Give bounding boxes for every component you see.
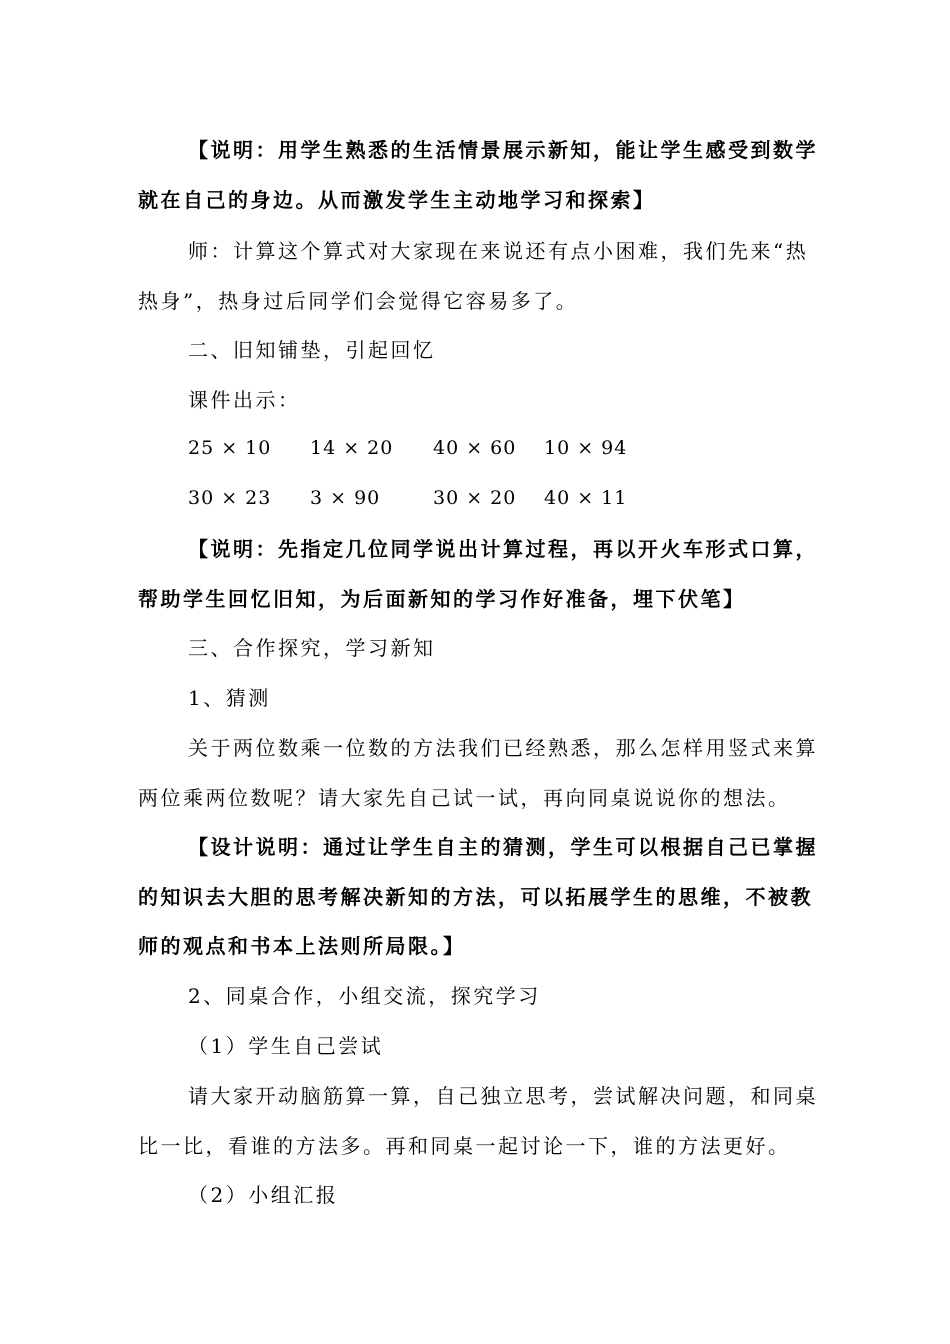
section3-heading: 三、合作探究，学习新知 <box>188 636 436 660</box>
step1-text-line1: 关于两位数乘一位数的方法我们已经熟悉，那么怎样用竖式来算 <box>188 736 818 760</box>
section2-heading: 二、旧知铺垫，引起回忆 <box>188 338 436 362</box>
step1-text-line2: 两位乘两位数呢？请大家先自己试一试，再向同桌说说你的想法。 <box>138 786 791 810</box>
note3-line2: 的知识去大胆的思考解决新知的方法，可以拓展学生的思维，不被教 <box>138 885 813 909</box>
calc-item: 10 × 94 <box>544 437 628 459</box>
calc-item: 30 × 23 <box>188 487 272 509</box>
calc-item: 40 × 11 <box>544 487 628 509</box>
courseware-label: 课件出示： <box>188 388 301 412</box>
teacher-line1: 师：计算这个算式对大家现在来说还有点小困难，我们先来“热 <box>188 239 809 263</box>
note3-line3: 师的观点和书本上法则所局限。】 <box>138 934 466 958</box>
sub2-heading: （2）小组汇报 <box>188 1183 339 1207</box>
calc-item: 40 × 60 <box>433 437 517 459</box>
sub1-text-line2: 比一比，看谁的方法多。再和同桌一起讨论一下，谁的方法更好。 <box>138 1134 791 1158</box>
calc-item: 14 × 20 <box>310 437 394 459</box>
calc-item: 30 × 20 <box>433 487 517 509</box>
step1-heading: 1、猜测 <box>188 686 271 710</box>
step2-heading: 2、同桌合作，小组交流，探究学习 <box>188 984 541 1008</box>
note1-line1: 【说明：用学生熟悉的生活情景展示新知，能让学生感受到数学 <box>188 138 818 162</box>
calc-item: 25 × 10 <box>188 437 272 459</box>
note2-line2: 帮助学生回忆旧知，为后面新知的学习作好准备，埋下伏笔】 <box>138 587 746 611</box>
teacher-line2: 热身”，热身过后同学们会觉得它容易多了。 <box>138 289 579 313</box>
note1-line2: 就在自己的身边。从而激发学生主动地学习和探索】 <box>138 188 656 212</box>
note3-line1: 【设计说明：通过让学生自主的猜测，学生可以根据自己已掌握 <box>188 835 818 859</box>
sub1-heading: （1）学生自己尝试 <box>188 1034 384 1058</box>
note2-line1: 【说明：先指定几位同学说出计算过程，再以开火车形式口算， <box>188 537 818 561</box>
calc-item: 3 × 90 <box>310 487 381 509</box>
sub1-text-line1: 请大家开动脑筋算一算，自己独立思考，尝试解决问题，和同桌 <box>188 1084 818 1108</box>
